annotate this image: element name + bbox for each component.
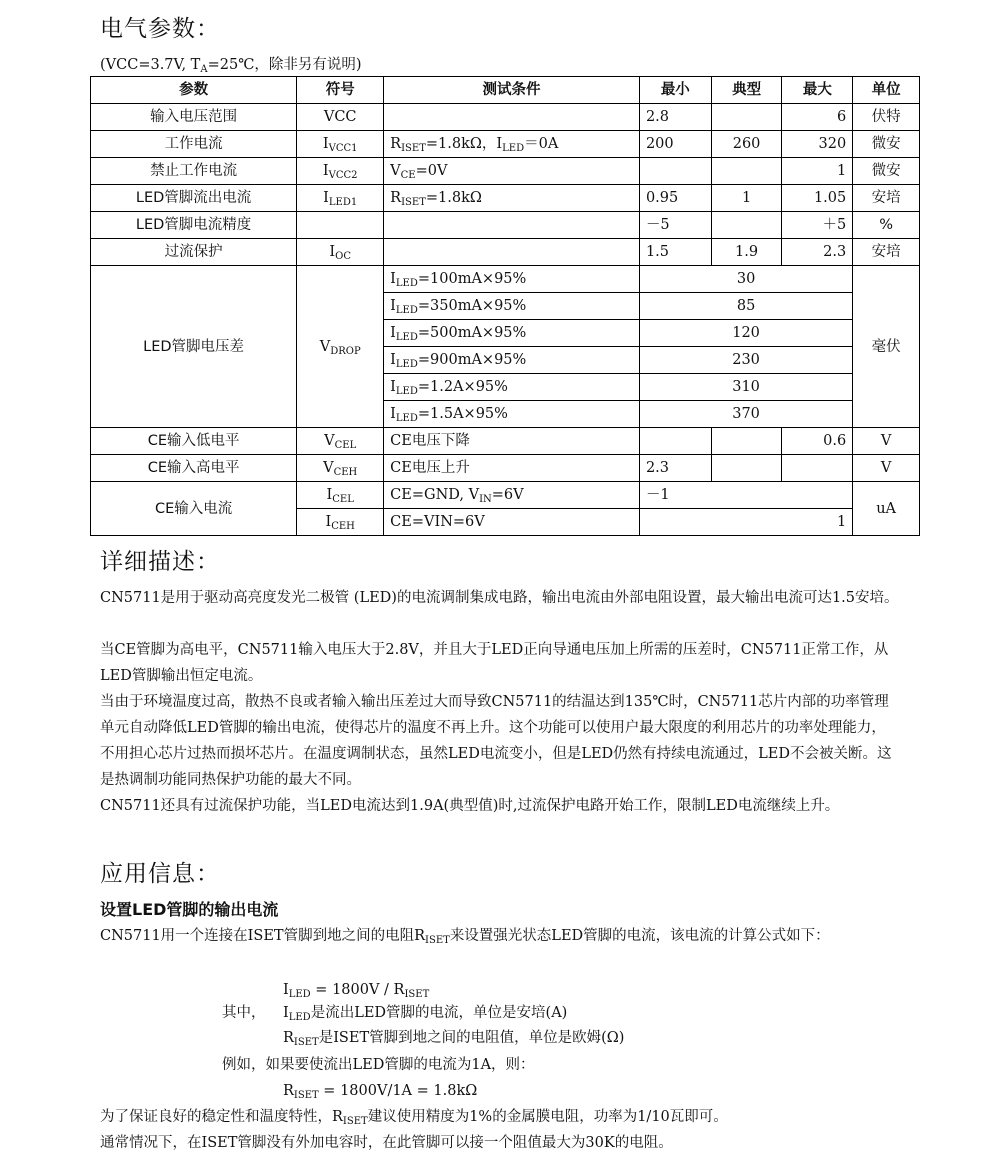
symbol-sub: CEL xyxy=(334,440,357,451)
symbol-cell: VCC xyxy=(297,104,384,131)
table-row xyxy=(91,428,920,455)
max-cell xyxy=(782,455,853,482)
test-conditions-note xyxy=(100,53,362,74)
text-part: 为了保证良好的稳定性和温度特性，R xyxy=(100,1109,343,1125)
condition-cell xyxy=(384,158,640,185)
symbol-cell xyxy=(297,266,384,428)
min-cell: 200 xyxy=(639,131,711,158)
min-cell: 2.8 xyxy=(639,104,711,131)
unit-cell: V xyxy=(853,455,920,482)
cond-sub: A xyxy=(200,64,208,75)
condition-cell xyxy=(384,185,640,212)
text-part: 建议使用精度为1%的金属膜电阻，功率为1/10瓦即可。 xyxy=(367,1109,728,1125)
unit-cell: uA xyxy=(853,482,920,536)
max-cell: 1.05 xyxy=(782,185,853,212)
symbol-cell xyxy=(297,428,384,455)
description-paragraph: CN5711还具有过流保护功能，当LED电流达到1.9A(典型值)时,过流保护电路开始工作，限制LED电流继续上升。 xyxy=(100,798,840,814)
formula-iled xyxy=(283,979,429,1001)
unit-cell: 伏特 xyxy=(853,104,920,131)
symbol-sub: CEL xyxy=(332,494,354,505)
symbol-main: I xyxy=(323,190,329,206)
condition-cell xyxy=(384,347,640,374)
cond-part: =6V xyxy=(491,487,524,503)
text-part: R xyxy=(283,1030,294,1046)
condition-cell xyxy=(384,320,640,347)
param-cell: CE输入高电平 xyxy=(91,455,297,482)
symbol-cell xyxy=(297,239,384,266)
param-cell: LED管脚流出电流 xyxy=(91,185,297,212)
typ-cell: 260 xyxy=(711,131,782,158)
text-part: R xyxy=(283,1083,294,1099)
typ-cell: 1.9 xyxy=(711,239,782,266)
max-cell: 0.6 xyxy=(782,428,853,455)
electrical-params-table xyxy=(90,76,920,536)
table-row xyxy=(91,455,920,482)
condition-cell: CE=VIN=6V xyxy=(384,509,640,536)
value-cell: 1 xyxy=(639,509,852,536)
col-header-typ: 典型 xyxy=(711,77,782,104)
cond-part: =1.8kΩ，I xyxy=(425,136,503,152)
condition-cell xyxy=(384,212,640,239)
unit-cell: 安培 xyxy=(853,239,920,266)
cond-part: I xyxy=(390,379,396,395)
where-riset xyxy=(283,1027,624,1049)
text-sub: ISET xyxy=(404,989,430,1000)
table-header-row xyxy=(91,77,920,104)
symbol-main: I xyxy=(325,514,332,530)
description-paragraph: 当由于环境温度过高，散热不良或者输入输出压差过大而导致CN5711的结温达到135℃时，CN5711芯片内部的功率管理单元自动降低LED管脚的输出电流，使得芯片的温度不再上升。这个功能可以使用户最大限度的利用芯片的功率处理能力，不用担心芯片过热而损坏芯片。在温度调制状态，虽然LED电流变小，但是LED仍然有持续电流通过，LED不会被关断。这是热调制功能同热保护功能的最大不同。 xyxy=(100,694,892,788)
symbol-cell xyxy=(297,455,384,482)
cond-sub: IN xyxy=(479,494,492,505)
max-cell: 1 xyxy=(782,158,853,185)
col-header-min: 最小 xyxy=(639,77,711,104)
param-cell: 禁止工作电流 xyxy=(91,158,297,185)
table-row xyxy=(91,185,920,212)
param-cell: CE输入低电平 xyxy=(91,428,297,455)
table-row xyxy=(91,158,920,185)
cond-part: =500mA×95% xyxy=(417,325,527,341)
cond-part: =1.2A×95% xyxy=(417,379,508,395)
typ-cell: 310 xyxy=(639,374,852,401)
cond-sub: CE xyxy=(400,170,416,181)
typ-cell: 1 xyxy=(711,185,782,212)
condition-cell xyxy=(384,131,640,158)
param-cell: CE输入电流 xyxy=(91,482,297,536)
text-part: CN5711用一个连接在ISET管脚到地之间的电阻R xyxy=(100,928,426,944)
condition-cell: CE电压下降 xyxy=(384,428,640,455)
max-cell: 2.3 xyxy=(782,239,853,266)
typ-cell xyxy=(711,212,782,239)
cond-pre: (VCC=3.7V, T xyxy=(100,57,201,73)
typ-cell xyxy=(711,158,782,185)
condition-cell xyxy=(384,239,640,266)
text-sub: LED xyxy=(288,1012,311,1023)
cond-part: I xyxy=(390,325,396,341)
cond-post: =25℃，除非另有说明) xyxy=(207,57,362,73)
cond-part: CE=GND, V xyxy=(390,487,480,503)
cond-part: =1.5A×95% xyxy=(417,406,508,422)
cond-sub: ISET xyxy=(401,197,426,208)
note-resistor: 通常情况下，在ISET管脚没有外加电容时，在此管脚可以接一个阻值最大为30K的电阻。 xyxy=(100,1135,673,1151)
cond-part: I xyxy=(390,406,396,422)
formula-riset xyxy=(283,1080,477,1102)
cond-part: =100mA×95% xyxy=(417,271,527,287)
cond-part: I xyxy=(390,298,396,314)
cond-sub: LED xyxy=(395,305,418,316)
electrical-params-heading: 电气参数： xyxy=(100,16,220,42)
cond-part: =350mA×95% xyxy=(417,298,527,314)
note-stability xyxy=(100,1106,728,1128)
symbol-sub: VCC2 xyxy=(328,170,358,181)
condition-cell xyxy=(384,401,640,428)
cond-part: R xyxy=(390,190,402,206)
symbol-cell xyxy=(297,131,384,158)
param-cell: 输入电压范围 xyxy=(91,104,297,131)
application-heading: 应用信息： xyxy=(100,861,220,887)
cond-part: I xyxy=(390,352,396,368)
symbol-main: V xyxy=(319,338,331,355)
text-sub: ISET xyxy=(293,1037,319,1048)
param-cell: 过流保护 xyxy=(91,239,297,266)
symbol-main: I xyxy=(326,487,333,503)
symbol-sub: OC xyxy=(335,251,351,262)
col-header-param: 参数 xyxy=(91,77,297,104)
min-cell: 1.5 xyxy=(639,239,711,266)
typ-cell xyxy=(711,104,782,131)
symbol-main: I xyxy=(329,244,336,260)
condition-cell xyxy=(384,266,640,293)
cond-part: =1.8kΩ xyxy=(425,190,482,206)
typ-cell xyxy=(711,455,782,482)
condition-cell xyxy=(384,374,640,401)
max-cell: 320 xyxy=(782,131,853,158)
symbol-sub: LED1 xyxy=(328,197,358,208)
param-cell: LED管脚电流精度 xyxy=(91,212,297,239)
min-cell xyxy=(639,428,711,455)
symbol-cell xyxy=(297,509,384,536)
typ-cell xyxy=(711,428,782,455)
text-part: = 1800V/1A = 1.8kΩ xyxy=(318,1083,478,1099)
cond-part: ＝0A xyxy=(524,136,559,152)
where-iled xyxy=(283,1002,567,1024)
text-part: 来设置强光状态LED管脚的电流，该电流的计算公式如下： xyxy=(449,928,830,944)
description-heading: 详细描述： xyxy=(100,549,220,575)
text-sub: ISET xyxy=(293,1090,319,1101)
unit-cell: 毫伏 xyxy=(853,266,920,428)
symbol-sub: CEH xyxy=(333,467,358,478)
cond-part: I xyxy=(390,271,396,287)
symbol-main: V xyxy=(324,433,335,449)
col-header-unit: 单位 xyxy=(853,77,920,104)
min-cell: 0.95 xyxy=(639,185,711,212)
cond-sub: LED xyxy=(395,332,418,343)
symbol-sub: VCC1 xyxy=(328,143,358,154)
max-cell: ＋5 xyxy=(782,212,853,239)
text-part: 是流出LED管脚的电流，单位是安培(A) xyxy=(310,1005,568,1021)
cond-part: V xyxy=(390,163,401,179)
condition-cell xyxy=(384,293,640,320)
unit-cell: % xyxy=(853,212,920,239)
text-part: I xyxy=(283,1005,289,1021)
symbol-sub: CEH xyxy=(331,521,355,532)
condition-cell xyxy=(384,104,640,131)
cond-part: =0V xyxy=(415,163,448,179)
description-paragraph: 当CE管脚为高电平，CN5711输入电压大于2.8V，并且大于LED正向导通电压加上所需的压差时，CN5711正常工作，从LED管脚输出恒定电流。 xyxy=(100,642,889,684)
symbol-sub: DROP xyxy=(330,345,361,357)
text-part: 是ISET管脚到地之间的电阻值，单位是欧姆(Ω) xyxy=(318,1030,625,1046)
cond-sub: LED xyxy=(395,278,418,289)
cond-sub: LED xyxy=(502,143,525,154)
typ-cell: 370 xyxy=(639,401,852,428)
text-sub: ISET xyxy=(425,935,450,946)
cond-part: R xyxy=(390,136,402,152)
typ-cell: 120 xyxy=(639,320,852,347)
symbol-cell xyxy=(297,482,384,509)
col-header-condition: 测试条件 xyxy=(384,77,640,104)
example-line: 例如，如果要使流出LED管脚的电流为1A，则： xyxy=(222,1057,535,1073)
unit-cell: 微安 xyxy=(853,131,920,158)
symbol-main: I xyxy=(322,136,329,152)
symbol-main: I xyxy=(322,163,329,179)
col-header-max: 最大 xyxy=(782,77,853,104)
symbol-cell xyxy=(297,158,384,185)
text-sub: ISET xyxy=(342,1116,368,1127)
table-row xyxy=(91,104,920,131)
cond-sub: ISET xyxy=(401,143,426,154)
cond-part: =900mA×95% xyxy=(417,352,527,368)
value-cell: －1 xyxy=(639,482,852,509)
typ-cell: 85 xyxy=(639,293,852,320)
table-row xyxy=(91,239,920,266)
unit-cell: 微安 xyxy=(853,158,920,185)
description-paragraph: CN5711是用于驱动高亮度发光二极管 (LED)的电流调制集成电路，输出电流由外部电阻设置，最大输出电流可达1.5安培。 xyxy=(100,590,899,606)
condition-cell: CE电压上升 xyxy=(384,455,640,482)
table-row xyxy=(91,131,920,158)
max-cell: 6 xyxy=(782,104,853,131)
where-label: 其中， xyxy=(222,1005,266,1021)
table-row xyxy=(91,266,920,293)
col-header-symbol: 符号 xyxy=(297,77,384,104)
cond-sub: LED xyxy=(395,386,418,397)
table-row xyxy=(91,212,920,239)
application-paragraph xyxy=(100,923,900,949)
set-led-current-subheading: 设置LED管脚的输出电流 xyxy=(100,900,279,919)
text-part: = 1800V / R xyxy=(310,982,405,998)
symbol-main: V xyxy=(323,460,334,476)
cond-sub: LED xyxy=(395,413,418,424)
min-cell xyxy=(639,158,711,185)
param-cell: LED管脚电压差 xyxy=(91,266,297,428)
unit-cell: 安培 xyxy=(853,185,920,212)
typ-cell: 230 xyxy=(639,347,852,374)
cond-sub: LED xyxy=(395,359,418,370)
text-part: I xyxy=(283,982,289,998)
symbol-cell xyxy=(297,212,384,239)
min-cell: －5 xyxy=(639,212,711,239)
typ-cell: 30 xyxy=(639,266,852,293)
table-row xyxy=(91,482,920,509)
unit-cell: V xyxy=(853,428,920,455)
text-sub: LED xyxy=(288,989,311,1000)
min-cell: 2.3 xyxy=(639,455,711,482)
condition-cell xyxy=(384,482,640,509)
symbol-cell xyxy=(297,185,384,212)
param-cell: 工作电流 xyxy=(91,131,297,158)
